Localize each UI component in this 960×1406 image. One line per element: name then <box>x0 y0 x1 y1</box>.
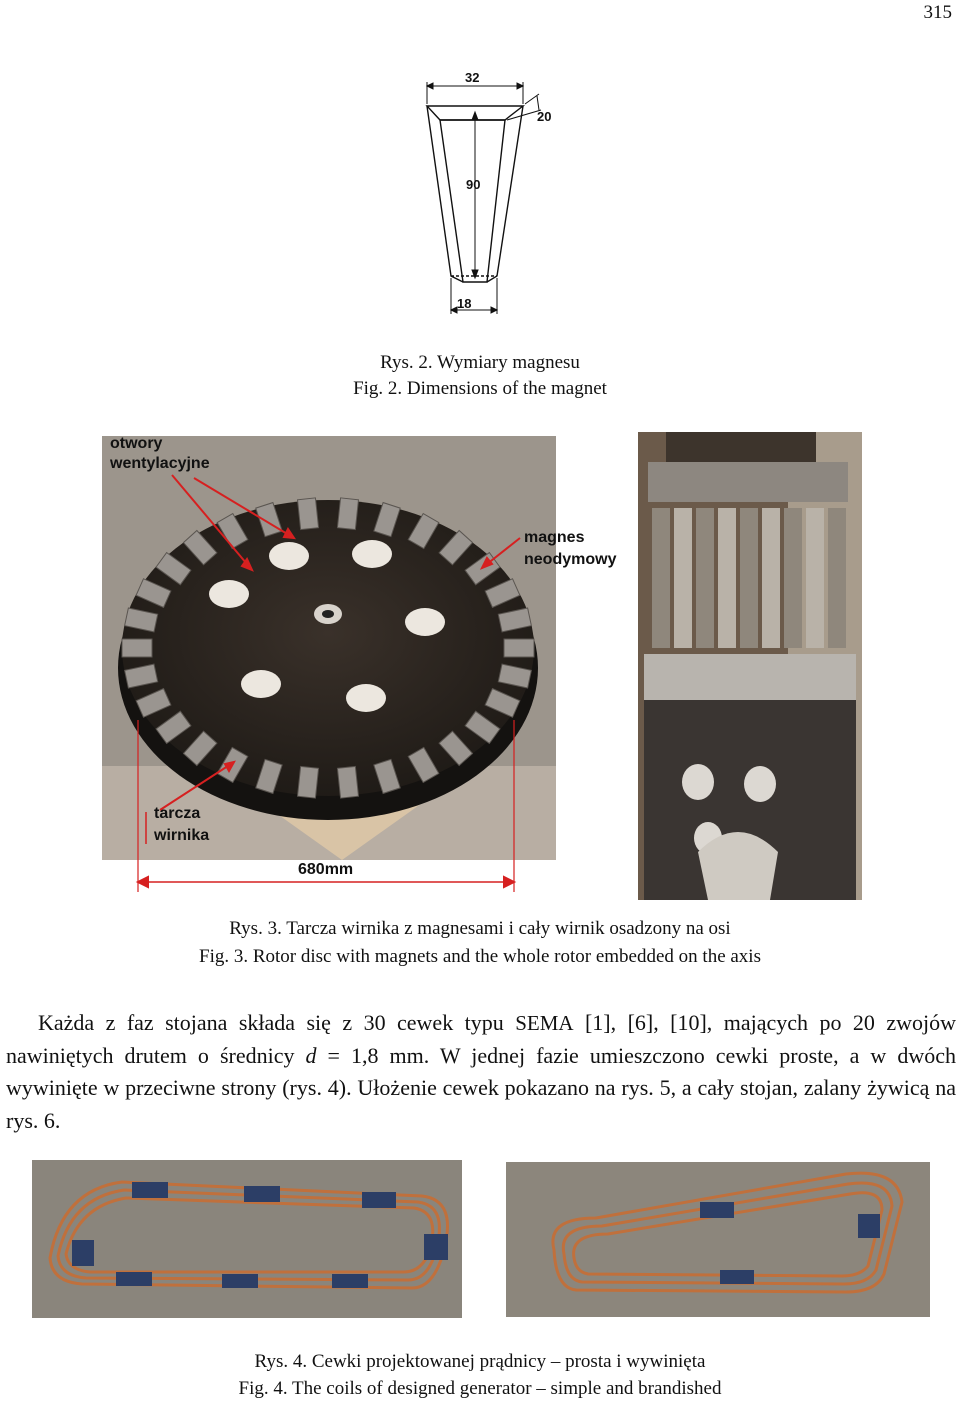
fig4-caption-pl: Rys. 4. Cewki projektowanej prądnicy – prosta i wywinięta <box>254 1351 706 1372</box>
brandished-coil-photo <box>506 1162 930 1317</box>
rotor-annotations <box>102 420 622 900</box>
dim-bottom-label: 18 <box>457 296 472 311</box>
diameter-label: 680mm <box>298 861 354 878</box>
body-paragraph: Każda z faz stojana składa się z 30 cewek typu SEMA [1], [6], [10], mających po 20 zwojów nawiniętych drutem o średnicy d = 1,8 mm. W jednej fazie umieszczono cewki proste, a w dwóch wywinięte w przeciwne strony (rys. 4). Ułożenie cewek pokazano na rys. 5, a cały stojan, zalany żywicą na rys. 6. <box>6 1010 956 1133</box>
fig2-caption-en: Fig. 2. Dimensions of the magnet <box>353 378 607 399</box>
fig3-caption-pl: Rys. 3. Tarcza wirnika z magnesami i cały wirnik osadzony na osi <box>229 918 731 939</box>
vents-label-2: wentylacyjne <box>110 455 210 472</box>
disc-arrow <box>160 762 234 810</box>
fig3-caption-en: Fig. 3. Rotor disc with magnets and the whole rotor embedded on the axis <box>199 946 761 967</box>
vents-label-1: otwory <box>110 435 163 452</box>
magnet-label-2: neodymowy <box>524 551 617 568</box>
magnet-right-edge <box>487 106 523 282</box>
page-number: 315 <box>923 2 952 23</box>
dim-height-label: 90 <box>466 177 481 192</box>
dim-top-label: 32 <box>465 70 480 85</box>
whole-rotor-photo <box>638 432 862 900</box>
magnet-left-edge <box>427 106 463 282</box>
fig2-caption-pl: Rys. 2. Wymiary magnesu <box>380 352 580 373</box>
disc-label-2: wirnika <box>154 827 210 844</box>
straight-coil-photo <box>32 1160 462 1318</box>
magnet-label-1: magnes <box>524 529 585 546</box>
magnet-dimension-drawing <box>405 68 575 318</box>
disc-label-1: tarcza <box>154 805 201 822</box>
dim-depth-label: 20 <box>537 109 552 124</box>
fig4-caption-en: Fig. 4. The coils of designed generator – simple and brandished <box>238 1378 722 1399</box>
magnet-front-face <box>440 120 505 282</box>
